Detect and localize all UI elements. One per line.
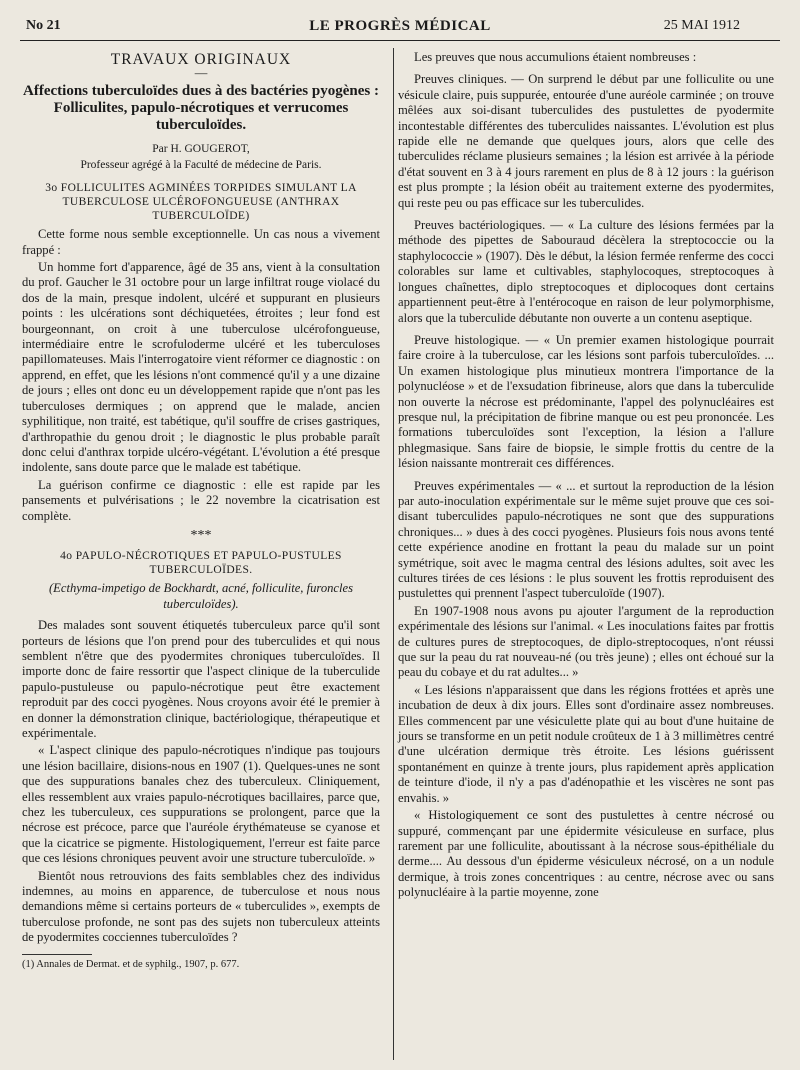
paragraph-clinical-proofs: Preuves cliniques. — On surprend le début par une folliculite ou une vésicule claire, puis suppurée, entourée d'une auréole carminée ; on trouve mêlées aux soi-disant tuberculides des pustulettes de pyodermite incontestable différentes des tuberculides naissantes. L'évolution est plus rapide elle ne demande que quelques jours, alors que celle des tuberculides réclame plusieurs semaines ; la lésion est arrivée à la période d'état souvent en 3 à 4 jours rarement en plus de 8 à 12 jours : la guérison est plus prompte ; la lésion obéit au traitement externe des pyodermites, qui reste peu ou pas efficace sur les tuberculides. [398, 72, 774, 210]
paragraph: « L'aspect clinique des papulo-nécrotiques n'indique pas toujours une lésion bacillaire, disions-nous en 1907 (1). Quelques-unes ne sont que des suppurations banales chez des tuberculeux. Cliniquement, elles ressemblent aux vraies papulo-nécrotiques bacillaires, parce que, chez les tuberculeux, ces suppurations se prolongent, parce que la nécrose est précoce, parce que l'auréole érythémateuse se cyanose et que la cicatrice se pigmente. Histologiquement, l'erreur est faite parce que ces lésions chroniques peuvent avoir une structure tuberculoïde. » [22, 743, 380, 866]
journal-title: LE PROGRÈS MÉDICAL [309, 18, 491, 34]
author-byline: Par H. GOUGEROT, [152, 143, 250, 156]
paragraph-experimental-proofs: Preuves expérimentales — « ... et surtout la reproduction de la lésion par auto-inoculation expérimentale sur le même sujet prouve que ces soi-disant tuberculides papulo-nécrotiques ne sont que des suppurations chroniques... » dues à des cocci pyogènes. Plusieurs fois nous avons tenté cette expérience anodine en frottant la peau du malade sur un point symétrique, soit avec le magma central des lésions adultes, soit avec les cultures tirées de ces lésions : le plus souvent les frottis reproduisent des pustulettes qui prennent l'aspect tuberculoïde (1907). [398, 478, 774, 601]
issue-date: 25 MAI 1912 [663, 18, 740, 33]
paragraph: Les preuves que nous accumulions étaient nombreuses : [414, 50, 697, 64]
paragraph-bacteriological-proofs: Preuves bactériologiques. — « La culture des lésions fermées par la méthode des pipettes de Sabouraud décèlera la streptococcie ou la staphylococcie » (1907). Dès le début, la lésion fermée renferme des cocci colorables sur lame et cultivables, staphylocoques, streptocoques à longues chaînettes, diplo streptocoques et diplocoques dont certains appartiennent peut-être à l'entérocoque en raison de leur polymorphisme, alors que la tuberculide débutante non ouverte a un contenu aseptique. [398, 218, 774, 325]
title-dash: — [194, 66, 208, 81]
paragraph: « Les lésions n'apparaissent que dans les régions frottées et après une incubation de deux à dix jours. Elles sont d'ordinaire assez nombreuses. Elles commencent par une vésiculette plate qui au bout d'une huitaine de jours se transforme en un petit nodule croûteux de 1 à 3 millimètres centré d'une ulcération dermique très étroite. Les lésions guérissent spontanément en quinze à trente jours, plus rapidement après application de teinture d'iode, il n'y a pas d'adénopathie et les viscères ne sont pas envahis. » [398, 682, 774, 805]
section-title: TRAVAUX ORIGINAUX [110, 51, 292, 68]
article-title: Affections tuberculoïdes dues à des bactéries pyogènes : Folliculites, papulo-nécrotiques et verrucomes tuberculoïdes. [23, 83, 379, 134]
issue-number: No 21 [26, 18, 61, 33]
paragraph: Un homme fort d'apparence, âgé de 35 ans, vient à la consultation du prof. Gaucher le 31 octobre pour un large infiltrat rouge violacé du dos de la main, presque indolent, ulcéré et suppurant en plusieurs points : les ulcérations sont déchiquetées, étroites ; leur fond est bourgeonnant, on croit à une tuberculose ulcérofongueuse, intermédiaire entre le scrofuloderme ulcéré et les tuberculoses papillomateuses. Mais l'interrogatoire vient réformer ce diagnostic : on apprend, en effet, que les lésions n'ont commencé qu'il y a une dizaine de jours ; elles ont donc eu un développement rapide que n'ont pas les tuberculoses dermiques ; on apprend que le malade, ancien syphilitique, non traité, est tabétique, qu'il souffre de crises gastriques, d'arthropathie du genou droit ; le diagnostic le plus probable paraît donc celui d'anthrax torpide ulcéro-végétant. L'évolution a été presque indolente, sans doute parce que le malade est tabétique. [22, 260, 380, 475]
paragraph: En 1907-1908 nous avons pu ajouter l'argument de la reproduction expérimentale des lésions sur l'animal. « Les inoculations faites par frottis de cultures pures de streptocoques, de diplo-streptocoques, n'ont réussi que sur la peau du rat nouveau-né (ou très jeune) ; elles ont échoué sur la peau du cobaye et du rat adultes... » [398, 603, 774, 680]
column-divider [393, 48, 394, 1060]
running-header [0, 0, 800, 42]
footnote: (1) Annales de Dermat. et de syphilg., 1907, p. 677. [22, 958, 240, 970]
author-affiliation: Professeur agrégé à la Faculté de médecine de Paris. [80, 158, 322, 171]
heading-section-4: 4o PAPULO-NÉCROTIQUES ET PAPULO-PUSTULES TUBERCULOÏDES. [60, 550, 342, 577]
section-asterism: *** [190, 527, 212, 543]
subheading: (Ecthyma-impetigo de Bockhardt, acné, folliculite, furoncles tuberculoïdes). [48, 581, 354, 611]
heading-section-3: 3o FOLLICULITES AGMINÉES TORPIDES SIMULANT LA TUBERCULOSE ULCÉROFONGUEUSE (ANTHRAX TUBERCULOÏDE) [45, 182, 357, 223]
paragraph: « Histologiquement ce sont des pustulettes à centre nécrosé ou suppuré, commençant par une épidermite vésiculeuse en surface, plus rarement par une folliculite, aboutissant à la nécrose sous-épithéliale du derme.... Au dessous d'un épiderme vésiculeux nécrosé, on a un nodule dermique, à trois zones concentriques : au centre, nécrose avec ou sans polynucléaire à la partie moyenne, zone [398, 808, 774, 900]
paragraph: Cette forme nous semble exceptionnelle. Un cas nous a vivement frappé : [22, 227, 380, 257]
paragraph: Bientôt nous retrouvions des faits semblables chez des individus indemnes, au moins en apparence, de tuberculose et nous nous demandions même si certains porteurs de « tuberculides », exempts de tuberculose profonde, ne sont pas des sujets non tuberculeux atteints de pyodermites cocciennes tuberculoïdes ? [22, 868, 380, 945]
paragraph: La guérison confirme ce diagnostic : elle est rapide par les pansements et pulvérisations ; le 22 novembre la cicatrisation est complète. [22, 477, 380, 523]
paragraph-histological-proof: Preuve histologique. — « Un premier examen histologique pourrait faire croire à la tuberculose, car les lésions sont parfois tuberculoïdes. ... Un examen histologique plus minutieux montrera l'importance de la polynucléose » et de l'exsudation fibrineuse, alors que dans la tuberculide non ouverte la nécrose est prédominante, l'appel des polynucléaires est presque nul, la précipitation de fibrine manque ou est peu prononcée. Les formations tuberculoïdes sont l'exception, la lésion a l'allure phlegmasique. Sans faire de biopsie, le simple frottis du centre de la lésion naissante montrerait ces différences. [398, 332, 774, 471]
header-rule [20, 40, 780, 41]
left-column [22, 50, 380, 971]
paragraph: Des malades sont souvent étiquetés tuberculeux parce qu'il sont porteurs de lésions que l'on prend pour des tuberculides et qui nous semblent n'être que des pyodermites chroniques tuberculoïdes. Il importe donc de faire ressortir que l'aspect clinique de la tuberculide papulo-pustuleuse ou papulo-nécrotique peut être exactement reproduit par des cocci pyogènes. Nous croyons avoir été le premier à en donner la démonstration clinique, bactériologique, thérapeutique et expérimentale. [22, 618, 380, 740]
right-column [398, 50, 774, 901]
footnote-rule [22, 954, 92, 955]
